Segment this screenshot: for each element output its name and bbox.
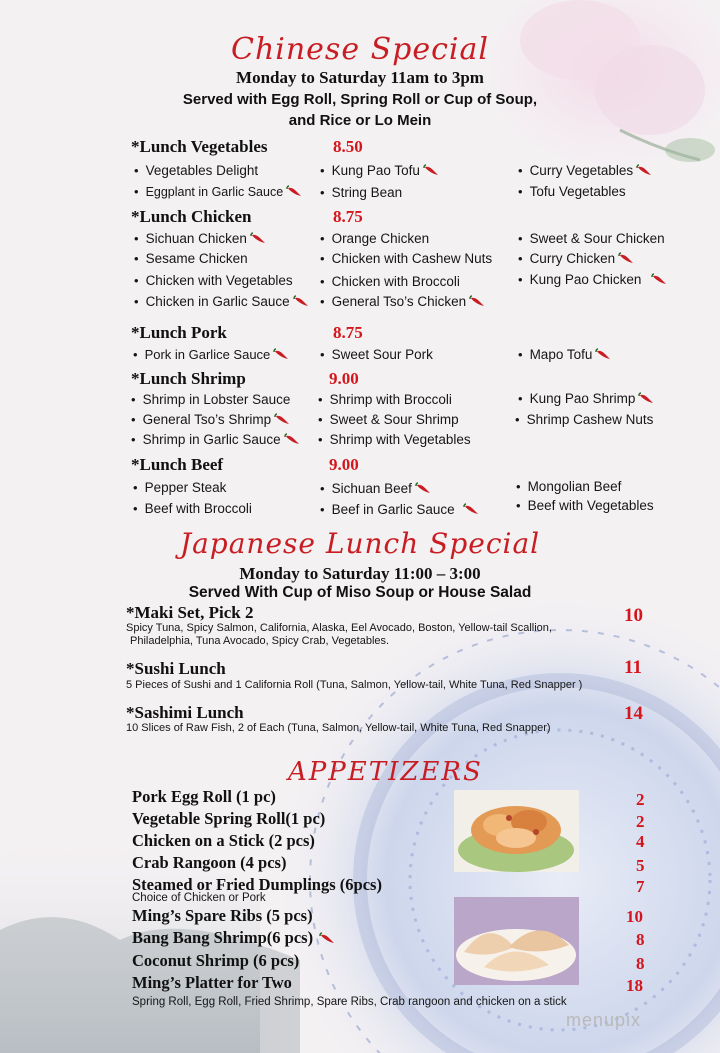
section-title: *Lunch Chicken [131,207,252,226]
appetizer-price: 4 [636,832,645,851]
appetizer-item: Crab Rangoon (4 pcs) [132,853,287,872]
appetizer-price: 10 [626,907,643,926]
chili-pepper-icon [636,164,652,179]
section-price: 8.75 [333,323,363,342]
chili-pepper-icon [638,392,654,407]
watermark: menupix [566,1010,642,1030]
menu-item: • Chicken with Broccoli [320,274,460,289]
chili-pepper-icon [319,929,335,949]
chinese-served-line1: Served with Egg Roll, Spring Roll or Cup of Soup, [182,91,538,108]
chili-pepper-icon [274,413,290,428]
appetizer-price: 8 [636,954,645,973]
maki-set-description: Spicy Tuna, Spicy Salmon, California, Alaska, Eel Avocado, Boston, Yellow-tail Scallion, [126,622,552,634]
sashimi-lunch-price: 14 [624,703,643,724]
section-title: *Lunch Vegetables [131,137,268,156]
appetizer-item: Steamed or Fried Dumplings (6pcs) [132,875,382,894]
appetizer-price: 8 [636,930,645,949]
menu-item: • Chicken in Garlic Sauce [134,294,309,310]
chili-pepper-icon [469,295,485,310]
chili-pepper-icon [595,348,611,363]
menu-item: • Chicken with Cashew Nuts [320,251,492,266]
menu-item: • General Tso’s Chicken [320,294,485,310]
sashimi-lunch-title: *Sashimi Lunch [126,703,244,722]
menu-item: • Kung Pao Tofu [320,163,439,179]
menu-item: • Shrimp Cashew Nuts [515,412,653,427]
menu-item: • Mongolian Beef [516,479,621,494]
dumplings-photo [454,897,579,985]
maki-set-price: 10 [624,605,643,626]
menu-item: • Tofu Vegetables [518,184,626,199]
menu-item: • Curry Vegetables [518,163,652,179]
chili-pepper-icon [286,185,302,200]
chili-pepper-icon [415,482,431,497]
menu-item: • Eggplant in Garlic Sauce [134,184,302,200]
sushi-lunch-title: *Sushi Lunch [126,659,226,678]
maki-set-title: *Maki Set, Pick 2 [126,603,254,622]
appetizer-item: Pork Egg Roll (1 pc) [132,787,276,806]
appetizer-price: 7 [636,877,645,896]
section-price: 8.75 [333,207,363,226]
menu-item: • Mapo Tofu [518,347,611,363]
section-price: 8.50 [333,137,363,156]
appetizer-item: Coconut Shrimp (6 pcs) [132,951,300,970]
menu-item: • Shrimp with Vegetables [318,432,471,447]
appetizer-item: Chicken on a Stick (2 pcs) [132,831,315,850]
menu-item: • Shrimp in Garlic Sauce [131,432,300,448]
menu-item: • String Bean [320,185,402,200]
menu-item: • Chicken with Vegetables [134,273,293,288]
japanese-special-title: Japanese Lunch Special [179,527,541,560]
section-price: 9.00 [329,455,359,474]
menu-item: • Sichuan Chicken [134,231,266,247]
menu-item: • Pork in Garlice Sauce [133,347,289,363]
appetizer-price: 2 [636,812,645,831]
chinese-hours: Monday to Saturday 11am to 3pm [236,68,484,87]
appetizer-item: Bang Bang Shrimp(6 pcs) [132,928,335,949]
chili-pepper-icon [463,503,479,518]
appetizers-title: APPETIZERS [288,757,483,787]
menu-item: • Beef with Broccoli [133,501,252,516]
menu-item: • Shrimp in Lobster Sauce [131,392,290,407]
chili-pepper-icon [618,252,634,267]
japanese-hours: Monday to Saturday 11:00 – 3:00 [239,564,481,583]
maki-set-description-2: Philadelphia, Tuna Avocado, Spicy Crab, Vegetables. [130,635,390,647]
menu-item: • Beef in Garlic Sauce [320,502,479,518]
menu-item: • Beef with Vegetables [516,498,654,513]
section-title: *Lunch Beef [131,455,224,474]
menu-item: • Vegetables Delight [134,163,258,178]
chili-pepper-icon [250,232,266,247]
appetizer-item: Ming’s Platter for Two [132,973,292,992]
menu-item: • Sichuan Beef [320,481,431,497]
chinese-special-title: Chinese Special [230,32,490,67]
appetizer-item: Vegetable Spring Roll(1 pc) [132,809,326,828]
chili-pepper-icon [293,295,309,310]
section-title: *Lunch Pork [131,323,227,342]
chili-pepper-icon [651,273,667,288]
chinese-served-line2: and Rice or Lo Mein [288,112,432,129]
japanese-served: Served With Cup of Miso Soup or House Salad [188,584,532,601]
menu-item: • Shrimp with Broccoli [318,392,452,407]
chili-pepper-icon [284,433,300,448]
menu-item: • Sweet Sour Pork [320,347,433,362]
sashimi-lunch-description: 10 Slices of Raw Fish, 2 of Each (Tuna, Salmon, Yellow-tail, White Tuna, Red Snapper) [126,722,551,734]
menu-item: • Sweet & Sour Shrimp [318,412,459,427]
section-title: *Lunch Shrimp [131,369,246,388]
chili-pepper-icon [273,348,289,363]
appetizer-item: Ming’s Spare Ribs (5 pcs) [132,906,313,925]
shrimp-photo [454,790,579,872]
sushi-lunch-description: 5 Pieces of Sushi and 1 California Roll (Tuna, Salmon, Yellow-tail, White Tuna, Red Snapper ) [126,679,583,691]
dumplings-note: Choice of Chicken or Pork [132,892,266,904]
appetizer-price: 5 [636,856,645,875]
menu-item: • Curry Chicken [518,251,634,267]
menu-item: • General Tso’s Shrimp [131,412,290,428]
menu-item: • Kung Pao Chicken [518,272,667,288]
chili-pepper-icon [423,164,439,179]
appetizer-price: 2 [636,790,645,809]
menu-item: • Sweet & Sour Chicken [518,231,665,246]
menu-item: • Orange Chicken [320,231,429,246]
menu-item: • Sesame Chicken [134,251,248,266]
section-price: 9.00 [329,369,359,388]
sushi-lunch-price: 11 [624,657,642,678]
menu-item: • Pepper Steak [133,480,226,495]
menu-item: • Kung Pao Shrimp [518,391,654,407]
platter-description: Spring Roll, Egg Roll, Fried Shrimp, Spare Ribs, Crab rangoon and chicken on a stick [132,996,567,1008]
appetizer-price: 18 [626,976,643,995]
